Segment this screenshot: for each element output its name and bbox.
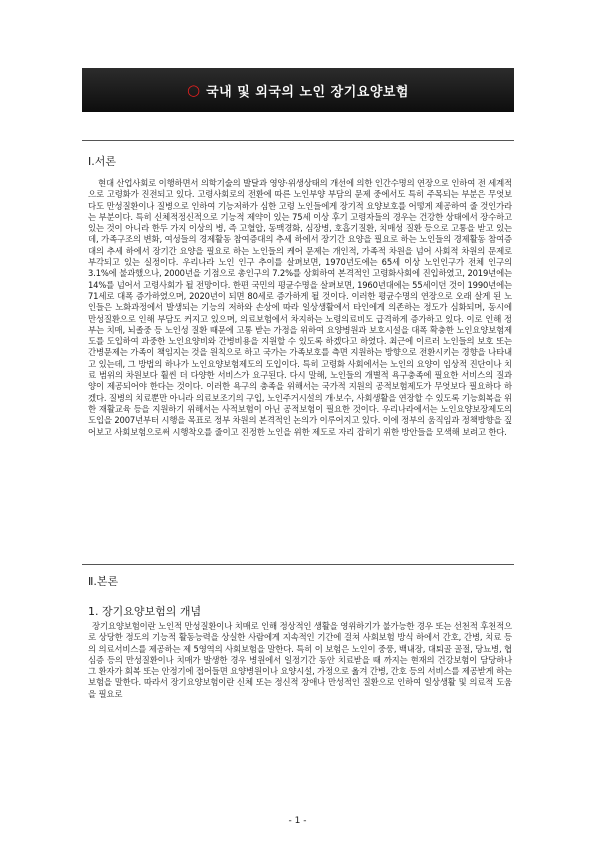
intro-heading: Ⅰ.서론 [88, 155, 116, 168]
title-banner [82, 68, 514, 112]
main-body: 장기요양보험이란 노인적 만성질환이나 치매로 인해 정상적인 생활을 영위하기가 불가능한 경우 또는 선천적 후천적으로 상당한 정도의 기능적 활동능력을 상실한 사람에게 지속적인 기간에 걸쳐 사회보험 방식 하에서 간호, 간병, 치료 등의 의료서비스를 제공하는 제 5영역의 사회보험을 말한다. 특히 이 보험은 노인이 중풍, 백내장, 대퇴골 골절, 당뇨병, 협심증 등의 만성질환이나 치매가 발생한 경우 병원에서 일정기간 동안 치료받을 때 까지는 현재의 건강보험이 담당하나 그 환자가 회복 또는 안정기에 접어들면 요양병원이나 요양시설, 가정으로 옮겨 간병, 간호 등의 서비스를 제공받게 하는 보험을 말한다. 따라서 장기요양보험이란 신체 또는 정신적 장애나 만성적인 질환으로 인하여 일상생활 및 의료적 도움을 필요로 [88, 621, 512, 699]
intro-body: 현대 산업사회로 이행하면서 의학기술의 발달과 영양·위생상태의 개선에 의한 인간수명의 연장으로 인하여 전 세계적으로 고령화가 진전되고 있다. 고령사회로의 전환에 따른 노인부양 부담의 문제 중에서도 특히 주목되는 부분은 무엇보다도 만성질환이나 질병으로 인하여 기능저하가 심한 고령 노인들에게 장기적 요양보호를 어떻게 제공하여 줄 것인가라는 부분이다. 특히 신체적정신적으로 기능적 제약이 있는 75세 이상 후기 고령자들의 경우는 건강한 상태에서 장수하고 있는 것이 아니라 한두 가지 이상의 병, 즉 고혈압, 동맥경화, 심장병, 호흡기질환, 치매성 질환 등으로 고통을 받고 있는데, 가족구조의 변화, 여성들의 경제활동 참여증대의 추세 하에서 장기간 요양을 필요로 하는 노인들의 경제활동 참여증대의 추세 하에서 장기간 요양을 필요로 하는 노인들의 케어 문제는 개인적, 가족적 차원을 넘어 사회적 차원의 문제로 부각되고 있는 실정이다. 우리나라 노인 인구 추이를 살펴보면, 1970년도에는 65세 이상 노인인구가 전체 인구의 3.1%에 불과했으나, 2000년을 기점으로 총인구의 7.2%를 상회하여 본격적인 고령화사회에 진입하였고, 2019년에는 14%를 넘어서 고령사회가 될 전망이다. 한편 국민의 평균수명을 살펴보면, 1960년대에는 55세이던 것이 1990년에는 71세로 대폭 증가하였으며, 2020년이 되면 80세로 증가하게 될 것이다. 이러한 평균수명의 연장으로 오래 살게 된 노인들은 노화과정에서 발생되는 기능의 저하와 손상에 따라 일상생활에서 타인에게 의존하는 정도가 심화되며, 동시에 만성질환으로 인해 부담도 커지고 있으며, 의료보험에서 차지하는 노령의료비도 급격하게 증가하고 있다. 이로 인해 정부는 치매, 뇌졸중 등 노인성 질환 때문에 고통 받는 가정을 위하여 요양병원과 보호시설을 대폭 확충한 노인요양보험제도를 도입하여 과중한 노인요양비와 간병비용을 지원할 수 있도록 하겠다고 하였다. 최근에 이르러 노인들의 보호 또는 간병문제는 가족이 책임지는 것을 원칙으로 하고 국가는 가족보호를 측면 지원하는 방향으로 전환시키는 경향을 나타내고 있는데, 그 방법의 하나가 노인요양보험제도의 도입이다. 특히 고령화 사회에서는 노인의 요양이 임상적 진단이나 치료 범위의 차원보다 훨씬 더 다양한 서비스가 요구된다. 다시 말해, 노인들의 개별적 욕구충족에 필요한 서비스의 질과 양이 제공되어야 한다는 것이다. 이러한 욕구의 충족을 위해서는 국가적 지원의 공적보험제도가 무엇보다 필요하다 하겠다. 질병의 치료뿐만 아니라 의료보조기의 구입, 노인주거시설의 개·보수, 사회생활을 연장할 수 있도록 기능회복을 위한 재활교육 등을 지원하기 위해서는 사적보험이 아닌 공적보험이 필요한 것이다. 우리나라에서는 노인요양보장제도의 도입을 2007년부터 시행을 목표로 정부 차원의 본격적인 논의가 이루어지고 있다. 이에 정부의 움직임과 정책방향을 짚어보고 사회보험으로써 시행착오를 줄이고 진정한 노인을 위한 제도로 자리 잡히기 위한 방안들을 모색해 보려고 한다. [88, 178, 512, 437]
subsection-heading: 1. 장기요양보험의 개념 [88, 605, 202, 618]
main-heading: Ⅱ.본론 [88, 575, 119, 588]
section-divider [82, 564, 514, 565]
page-number: - 1 - [288, 816, 307, 826]
title-bullet-icon: ○ [186, 81, 201, 99]
document-title: 국내 및 외국의 노인 장기요양보험 [206, 84, 409, 100]
section-divider [82, 140, 514, 141]
